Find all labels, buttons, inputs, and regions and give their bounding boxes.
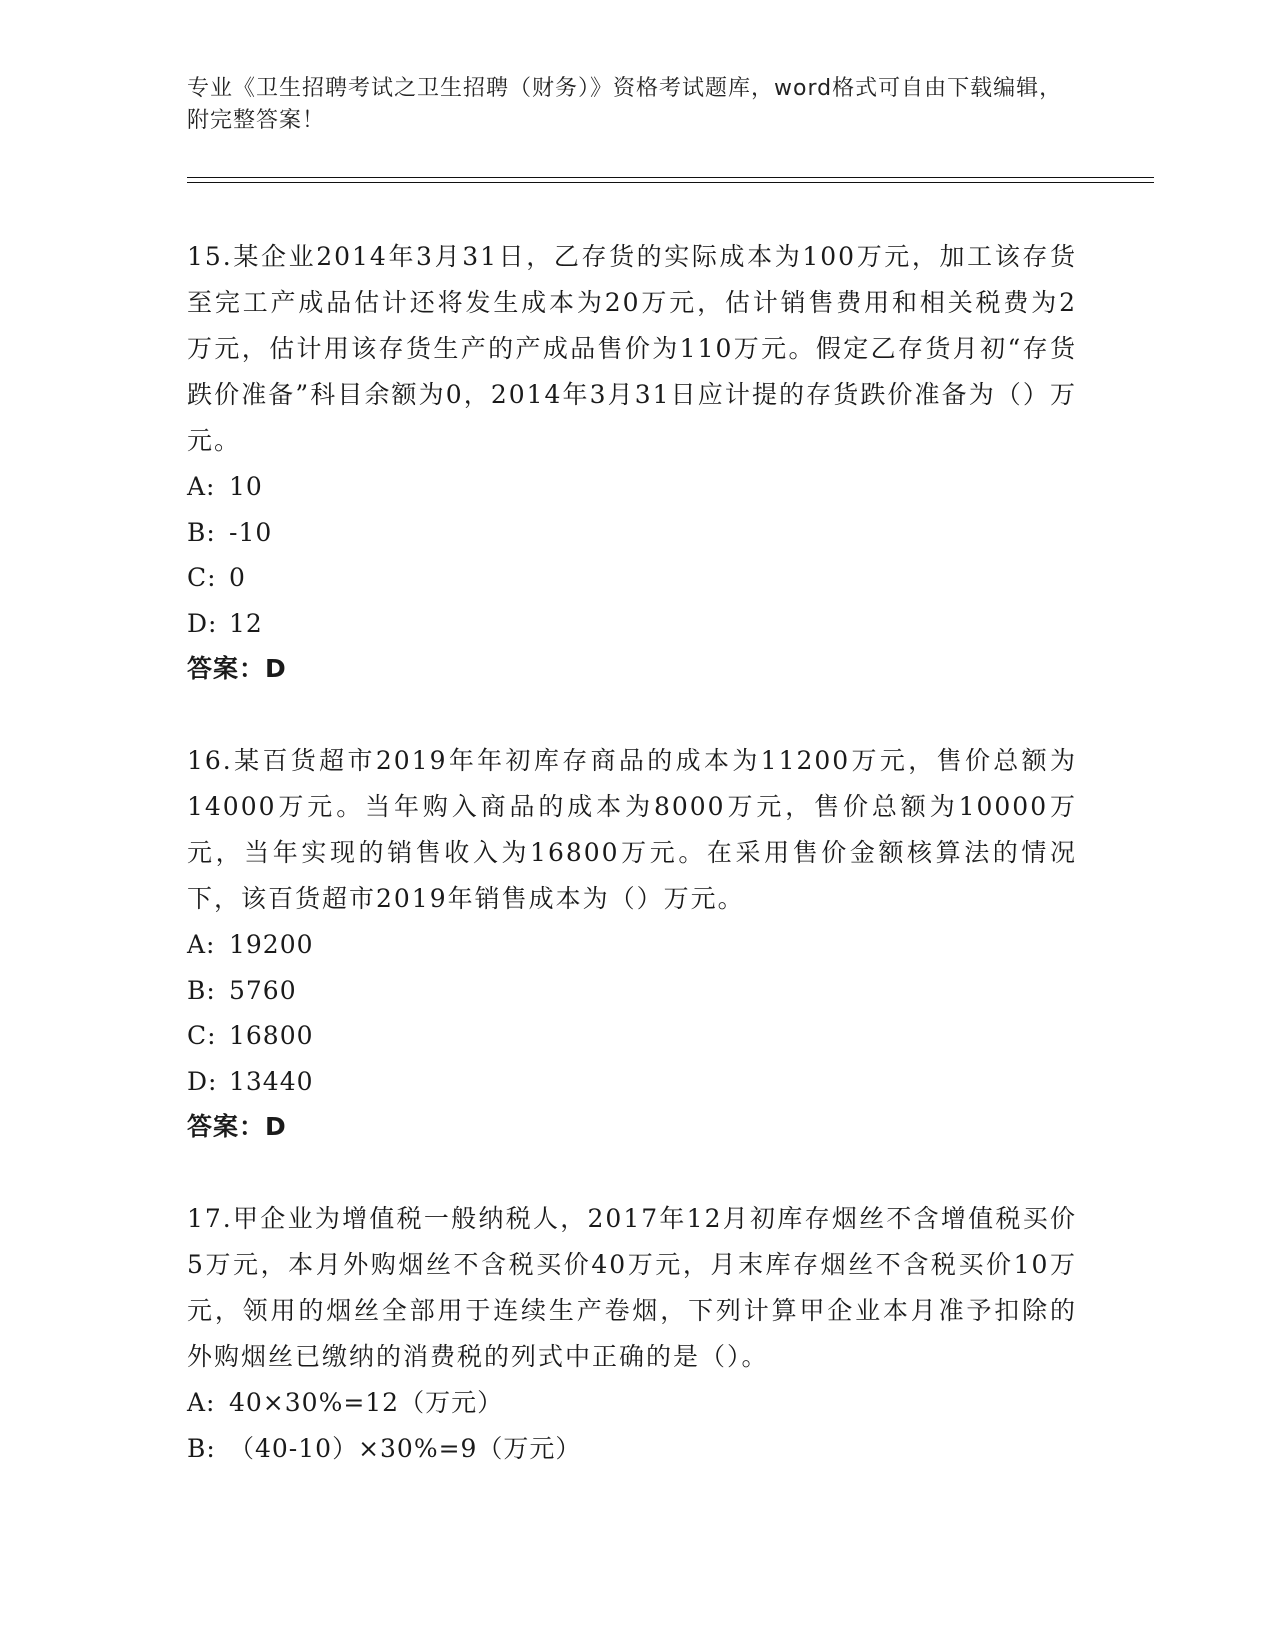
option-value: 40×30%=12（万元） [229,1388,504,1417]
option-label: B: [187,1433,216,1463]
question-15 [187,234,1077,692]
question-text: 16.某百货超市2019年年初库存商品的成本为11200万元，售价总额为14000万元。当年购入商品的成本为8000万元，售价总额为10000万元，当年实现的销售收入为16800万元。在采用售价金额核算法的情况下，该百货超市2019年销售成本为（）万元。 [187,746,1077,913]
option-c [187,1013,1077,1059]
question-17 [187,1196,1077,1471]
option-b [187,1426,1077,1472]
option-label: B: [187,517,216,547]
question-text: 15.某企业2014年3月31日，乙存货的实际成本为100万元，加工该存货至完工产成品估计还将发生成本为20万元，估计销售费用和相关税费为2万元，估计用该存货生产的产成品售价为110万元。假定乙存货月初“存货跌价准备”科目余额为0，2014年3月31日应计提的存货跌价准备为（）万元。 [187,242,1077,455]
option-d [187,1059,1077,1105]
option-d [187,601,1077,647]
question-list [187,234,1077,1517]
question-16 [187,738,1077,1150]
answer-line: 答案：D [187,1112,287,1141]
option-value: 19200 [229,930,314,959]
option-a [187,1380,1077,1426]
option-value: 0 [229,563,246,592]
option-value: 10 [229,472,263,501]
option-value: 5760 [229,975,297,1005]
option-label: C: [187,1021,217,1050]
option-value: 13440 [229,1066,314,1096]
option-value: （40-10）×30%=9（万元） [229,1433,582,1463]
option-value: 12 [229,608,263,638]
answer-line: 答案：D [187,654,287,683]
option-a [187,464,1077,510]
option-label: A: [187,1388,216,1417]
option-b [187,968,1077,1014]
document-header [187,73,1067,137]
option-label: D: [187,608,218,638]
option-value: -10 [229,517,273,547]
option-value: 16800 [229,1021,314,1050]
option-label: B: [187,975,216,1005]
question-text: 17.甲企业为增值税一般纳税人，2017年12月初库存烟丝不含增值税买价5万元，本月外购烟丝不含税买价40万元，月末库存烟丝不含税买价10万元，领用的烟丝全部用于连续生产卷烟，下列计算甲企业本月准予扣除的外购烟丝已缴纳的消费税的列式中正确的是（）。 [187,1204,1077,1371]
option-a [187,922,1077,968]
option-label: A: [187,472,216,501]
option-b [187,510,1077,556]
option-c [187,555,1077,601]
header-divider-top [187,177,1154,178]
option-label: C: [187,563,217,592]
option-label: A: [187,930,216,959]
header-text: 专业《卫生招聘考试之卫生招聘（财务）》资格考试题库，word格式可自由下载编辑，附完整答案！ [187,76,1063,133]
option-label: D: [187,1066,218,1096]
header-divider-bottom [187,182,1154,183]
